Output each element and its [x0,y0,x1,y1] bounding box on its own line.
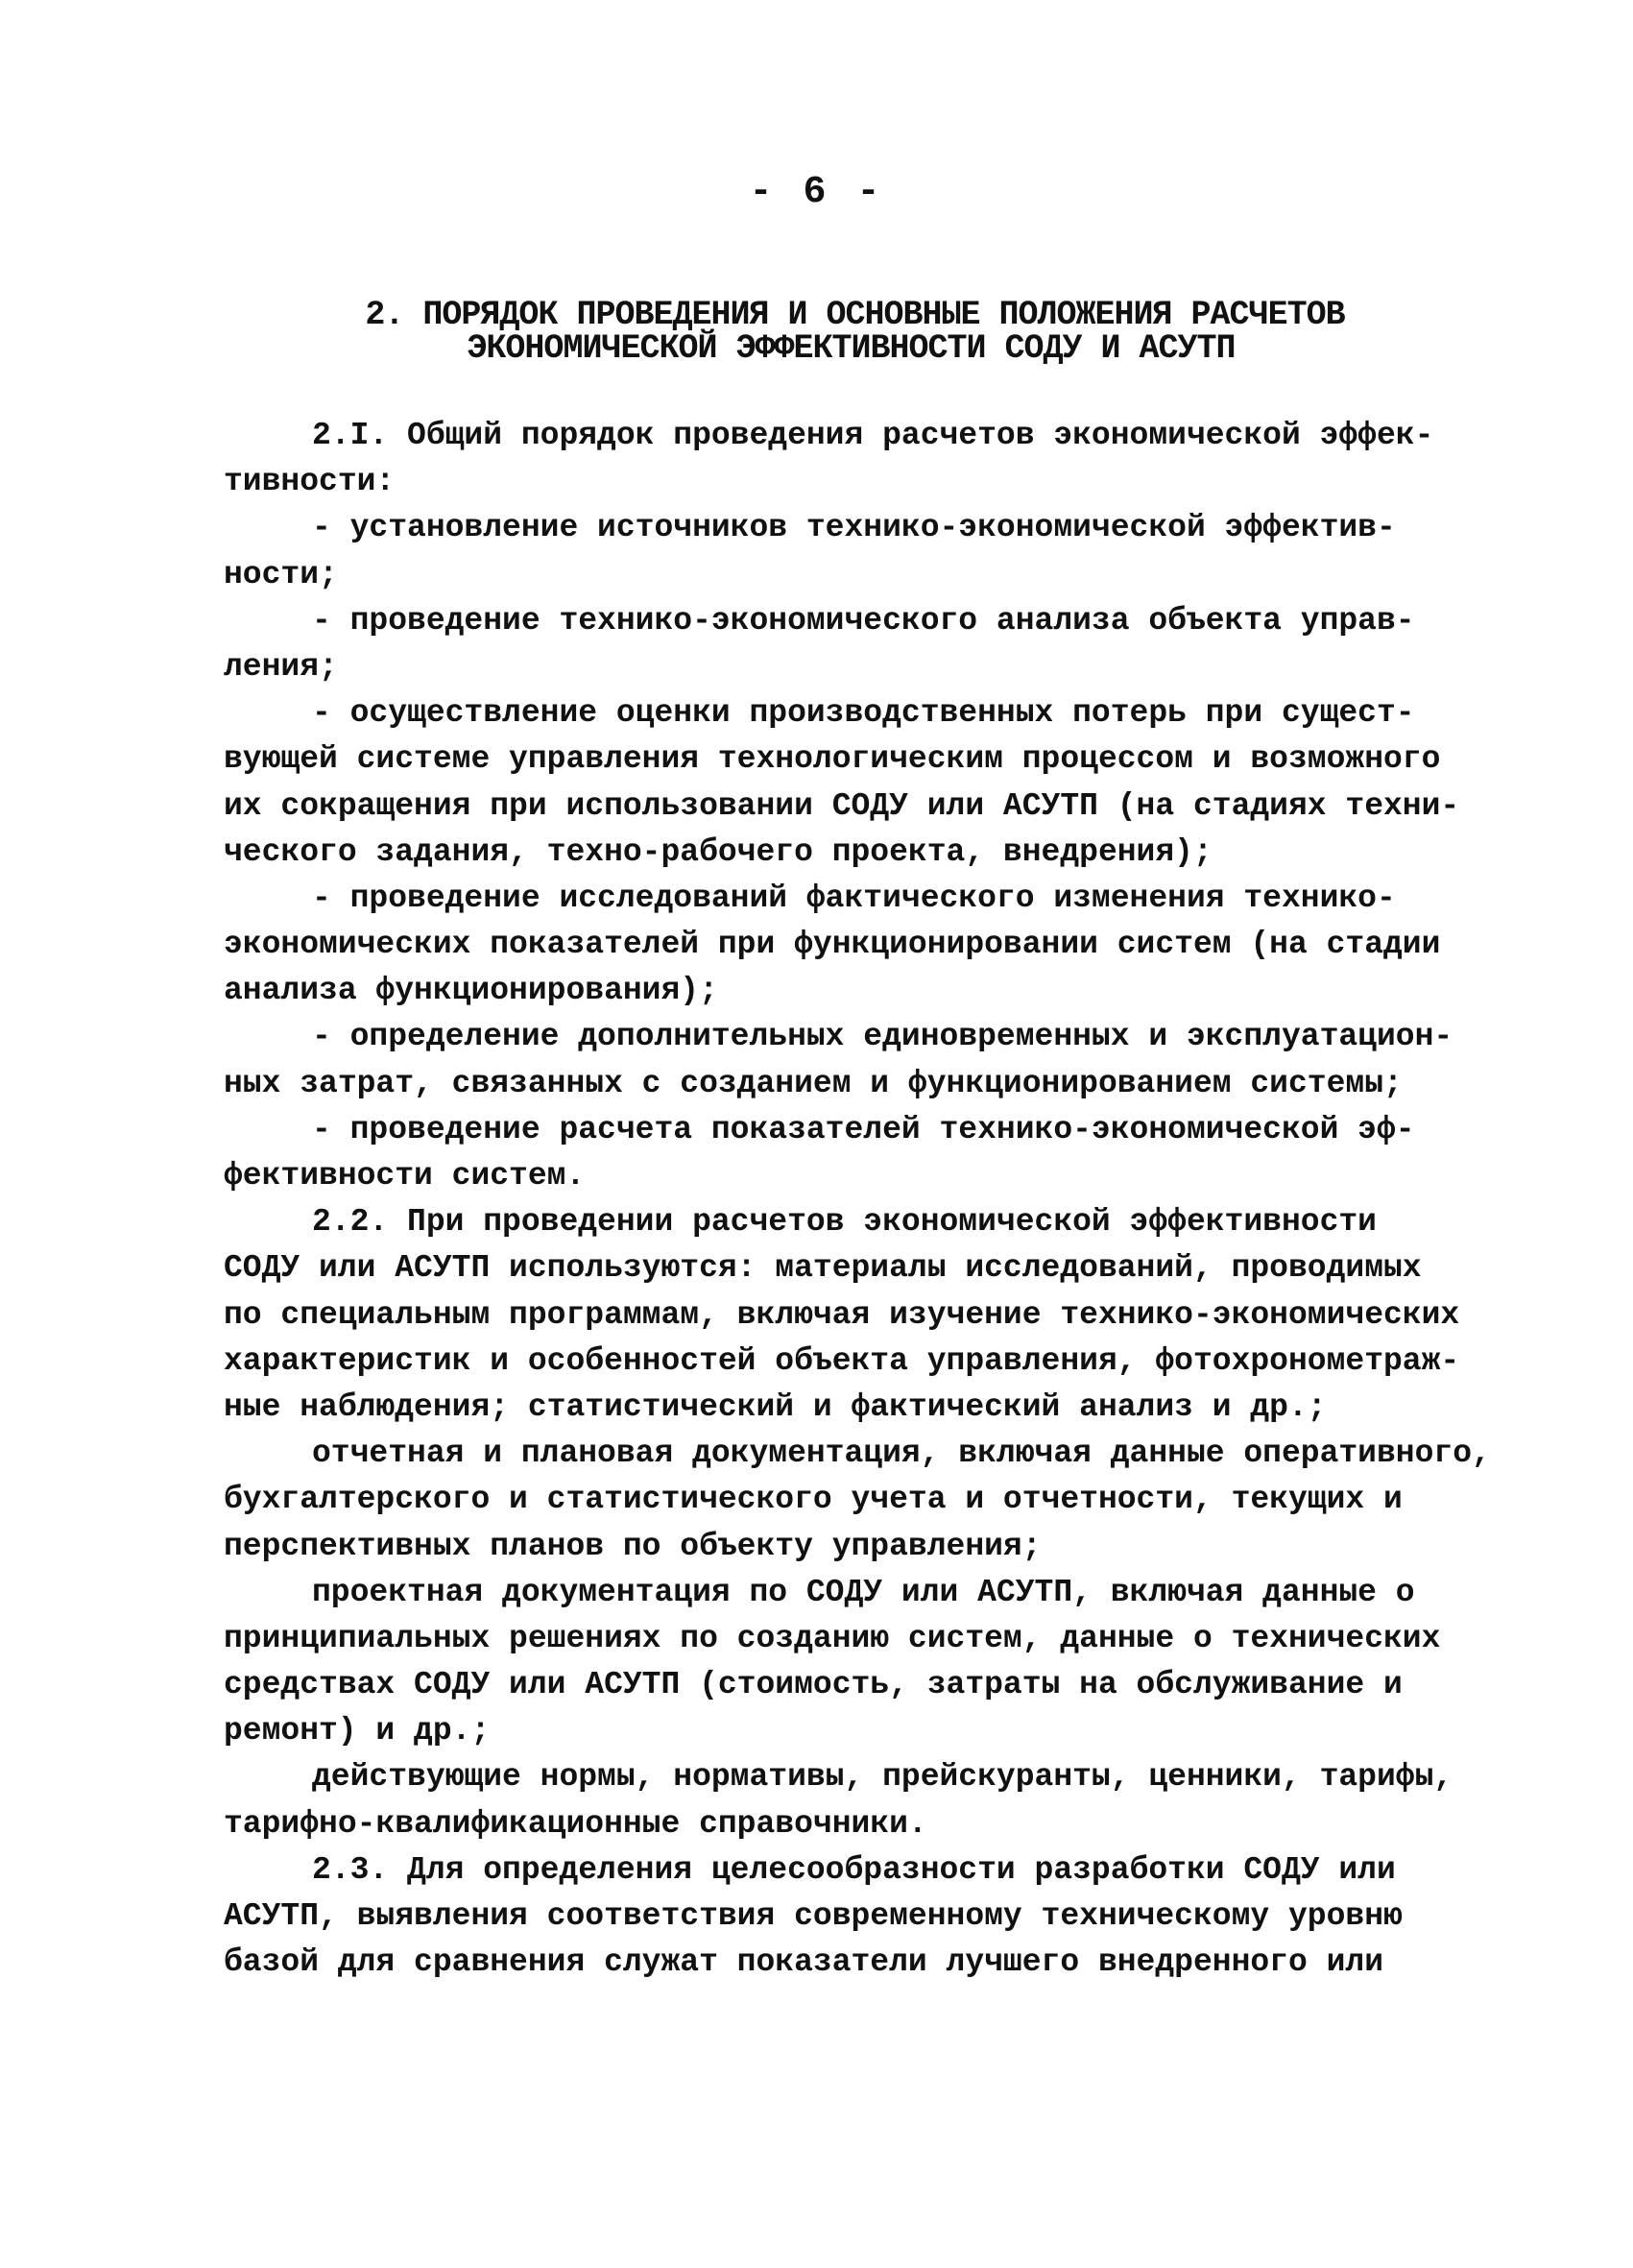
text-line: АСУТП, выявления соответствия современному техническому уровню [224,1898,1403,1934]
text-line: ческого задания, техно-рабочего проекта, внедрения); [224,833,1213,870]
text-line: - проведение исследований фактического изменения технико- [312,880,1396,916]
text-line: по специальным программам, включая изучение технико-экономических [224,1296,1460,1333]
text-line: тивности: [224,464,396,500]
text-line: ные наблюдения; статистический и фактический анализ и др.; [224,1388,1327,1425]
text-line: экономических показателей при функционировании систем (на стадии [224,927,1441,963]
text-line: бухгалтерского и статистического учета и отчетности, текущих и [224,1482,1403,1518]
text-line: ных затрат, связанных с созданием и функционированием системы; [224,1065,1403,1101]
text-line: ремонт) и др.; [224,1713,491,1749]
section-heading-line-1: 2. ПОРЯДОК ПРОВЕДЕНИЯ И ОСНОВНЫЕ ПОЛОЖЕНИЯ РАСЧЕТОВ [365,296,1345,334]
text-line: отчетная и плановая документация, включая данные оперативного, [312,1436,1491,1472]
text-line: 2.2. При проведении расчетов экономической эффективности [312,1204,1377,1241]
text-line: характеристик и особенностей объекта управления, фотохронометраж- [224,1342,1460,1379]
text-line: их сокращения при использовании СОДУ или АСУТП (на стадиях техни- [224,787,1460,824]
text-line: принципиальных решениях по созданию систем, данные о технических [224,1620,1441,1656]
text-line: - проведение технико-экономического анализа объекта управ- [312,602,1415,639]
text-line: ления; [224,648,338,685]
text-line: действующие нормы, нормативы, прейскуранты, ценники, тарифы, [312,1759,1453,1796]
text-line: СОДУ или АСУТП используются: материалы исследований, проводимых [224,1250,1422,1287]
text-line: анализа функционирования); [224,973,718,1009]
text-line: средствах СОДУ или АСУТП (стоимость, затраты на обслуживание и [224,1667,1403,1703]
text-line: 2.3. Для определения целесообразности разработки СОДУ или [312,1851,1396,1888]
section-heading-line-2: ЭКОНОМИЧЕСКОЙ ЭФФЕКТИВНОСТИ СОДУ И АСУТП [467,329,1236,368]
text-line: - осуществление оценки производственных потерь при сущест- [312,695,1415,732]
text-line: - установление источников технико-экономической эффектив- [312,510,1396,546]
text-line: перспективных планов по объекту управления; [224,1528,1042,1564]
text-line: фективности систем. [224,1158,586,1194]
text-line: проектная документация по СОДУ или АСУТП, включая данные о [312,1574,1415,1610]
text-line: вующей системе управления технологическим процессом и возможного [224,741,1441,778]
text-line: ности; [224,556,338,592]
text-line: 2.I. Общий порядок проведения расчетов экономической эффек- [312,418,1434,453]
body-text [224,413,1491,1986]
text-line: - определение дополнительных единовременных и эксплуатацион- [312,1019,1453,1055]
text-line: - проведение расчета показателей технико-экономической эф- [312,1111,1415,1147]
page-number: - 6 - [749,171,884,214]
text-line: тарифно-квалификационные справочники. [224,1805,927,1842]
text-line: базой для сравнения служат показатели лучшего внедренного или [224,1944,1383,1981]
